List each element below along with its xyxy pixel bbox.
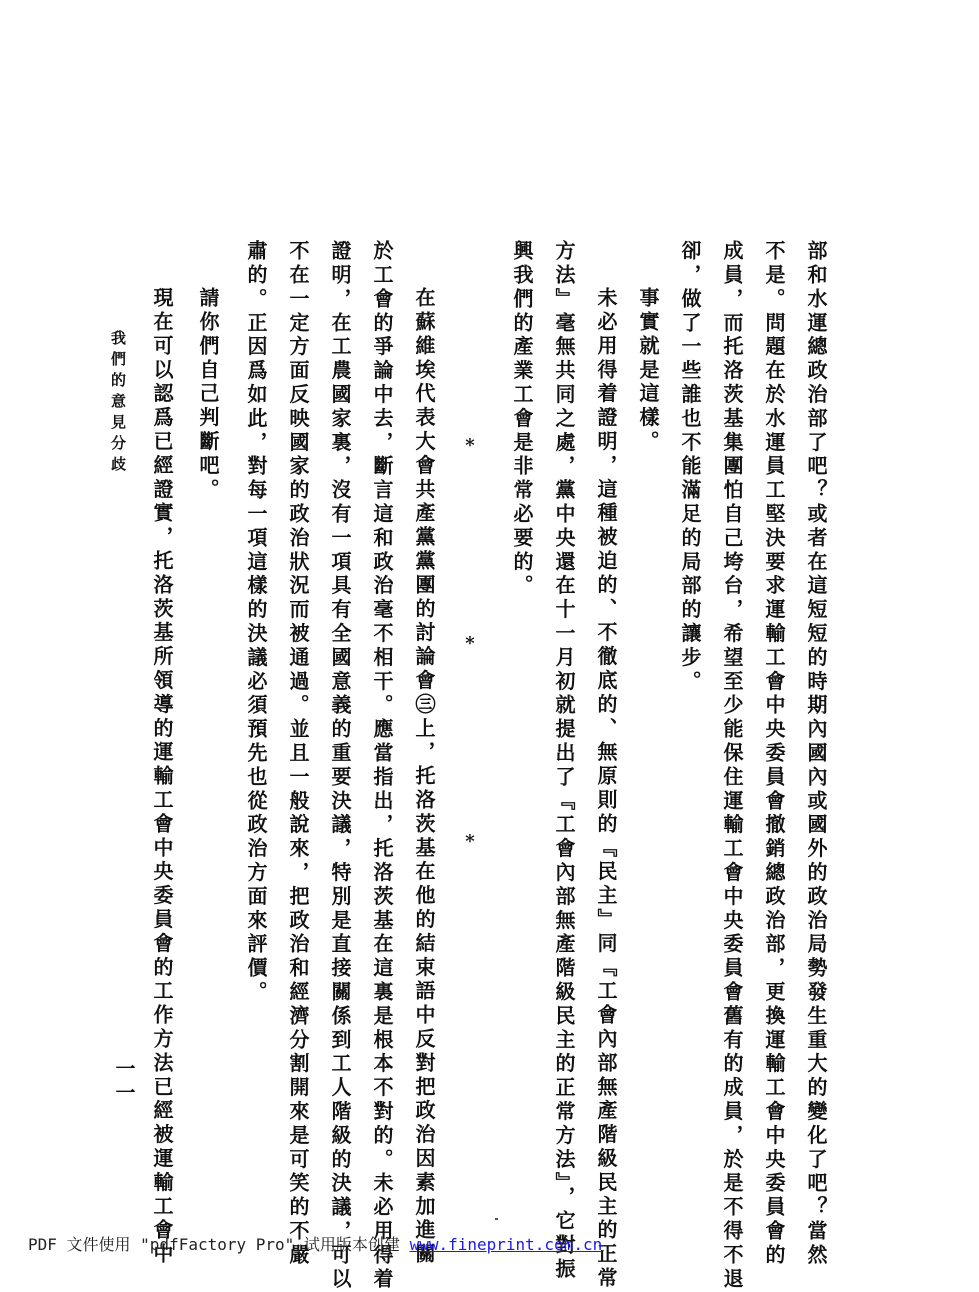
separator-star-3: * bbox=[465, 831, 475, 852]
text-column-12: 不在一定方面反映國家的政治狀況而被通過。並且一般說來，把政治和經濟分割開來是可笑的不嚴 bbox=[286, 240, 310, 1268]
footer-text: PDF 文件使用 "pdfFactory Pro" 试用版本创建 bbox=[28, 1235, 410, 1254]
text-column-15: 現在可以認爲已經證實，托洛茨基所領導的運輸工會中央委員會的工作方法已經被運輸工會中 bbox=[150, 287, 174, 1267]
text-column-7: 方法』毫無共同之處，黨中央還在十一月初就提出了『工會內部無產階級民主的正常方法』，它對振 bbox=[552, 240, 576, 1282]
separator-star-2: * bbox=[465, 633, 475, 654]
text-column-14: 請你們自己判斷吧。 bbox=[196, 287, 220, 503]
text-column-13: 肅的。正因爲如此，對每一項這樣的決議必須預先也從政治方面來評價。 bbox=[244, 240, 268, 1005]
separator-star-1: * bbox=[465, 435, 475, 456]
text-column-6: 未必用得着證明，這種被迫的、不徹底的、無原則的『民主』同『工會內部無產階級民主的正常 bbox=[594, 287, 618, 1291]
page-number: 一一 bbox=[112, 1058, 136, 1106]
text-column-9: 在蘇維埃代表大會共產黨黨團的討論會㊂上，托洛茨基在他的結束語中反對把政治因素加進關 bbox=[412, 287, 436, 1267]
section-separator bbox=[462, 437, 478, 857]
scan-speck bbox=[495, 1218, 498, 1220]
text-column-2: 不是。問題在於水運員工堅決要求運輸工會中央委員會撤銷總政治部，更換運輸工會中央委員會的 bbox=[762, 240, 786, 1268]
text-column-11: 證明，在工農國家裏，沒有一項具有全國意義的重要決議，特別是直接關係到工人階級的決議，可以 bbox=[328, 240, 352, 1292]
text-column-3: 成員，而托洛茨基集團怕自己垮台，希望至少能保住運輸工會中央委員會舊有的成員，於是不得不退 bbox=[720, 240, 744, 1292]
text-column-1: 部和水運總政治部了吧？或者在這短短的時期內國內或國外的政治局勢發生重大的變化了吧？當然 bbox=[804, 240, 828, 1268]
pdf-footer bbox=[28, 1232, 602, 1255]
footer-link[interactable]: www.fineprint.com.cn bbox=[409, 1235, 603, 1254]
text-column-8: 興我們的產業工會是非常必要的。 bbox=[510, 240, 534, 599]
text-column-10: 於工會的爭論中去，斷言這和政治毫不相干。應當指出，托洛茨基在這裏是根本不對的。未必用得着 bbox=[370, 240, 394, 1292]
text-column-5: 事實就是這樣。 bbox=[636, 287, 660, 455]
text-column-4: 卻，做了一些誰也不能滿足的局部的讓步。 bbox=[678, 240, 702, 695]
running-title: 我們的意見分歧 bbox=[109, 330, 127, 477]
